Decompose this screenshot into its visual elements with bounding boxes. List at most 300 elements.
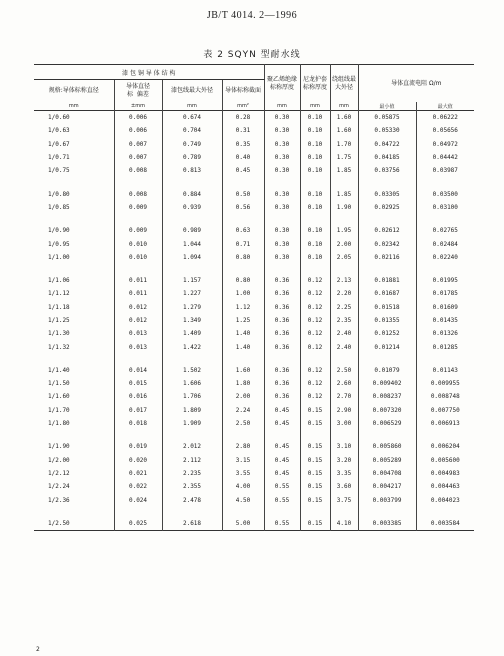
table-row bbox=[34, 517, 474, 531]
conductor-diameter-header: 导体直径 标 偏差 bbox=[114, 80, 162, 103]
nominal-label: 标 bbox=[127, 91, 134, 98]
table-cell: 2.35 bbox=[330, 314, 358, 327]
table-cell: 0.10 bbox=[300, 187, 330, 200]
unit-nylon-sheath: mm bbox=[300, 102, 330, 111]
table-cell: 0.12 bbox=[300, 340, 330, 353]
group-conductor-header: 漆 包 铜 导 体 结 构 bbox=[34, 65, 264, 80]
table-cell: 0.56 bbox=[222, 201, 264, 214]
table-cell: 0.15 bbox=[300, 467, 330, 480]
table-cell: 0.003385 bbox=[358, 517, 416, 531]
table-row bbox=[34, 377, 474, 390]
table-cell: 0.004217 bbox=[358, 480, 416, 493]
table-cell: 1.422 bbox=[162, 340, 222, 353]
table-cell: 0.02612 bbox=[358, 224, 416, 237]
table-cell: 0.30 bbox=[264, 187, 300, 200]
table-cell: 0.008237 bbox=[358, 390, 416, 403]
table-cell: 0.10 bbox=[300, 111, 330, 125]
table-cell: 0.12 bbox=[300, 314, 330, 327]
table-cell: 0.04722 bbox=[358, 138, 416, 151]
table-cell: 1.60 bbox=[330, 111, 358, 125]
table-cell: 1.75 bbox=[330, 151, 358, 164]
table-cell: 0.004023 bbox=[416, 493, 474, 506]
table-cell: 0.03305 bbox=[358, 187, 416, 200]
table-cell: 1.60 bbox=[330, 124, 358, 137]
table-cell: 2.355 bbox=[162, 480, 222, 493]
table-row bbox=[34, 251, 474, 264]
table-row bbox=[34, 274, 474, 287]
table-cell: 0.55 bbox=[264, 517, 300, 531]
table-cell: 0.01518 bbox=[358, 301, 416, 314]
table-cell: 0.789 bbox=[162, 151, 222, 164]
table-cell: 1/0.90 bbox=[48, 227, 70, 235]
table-row bbox=[34, 314, 474, 327]
table-cell: 0.939 bbox=[162, 201, 222, 214]
table-cell: 1.95 bbox=[330, 224, 358, 237]
table-cell: 2.00 bbox=[330, 237, 358, 250]
table-cell: 0.009402 bbox=[358, 377, 416, 390]
table-cell: 0.15 bbox=[300, 454, 330, 467]
table-cell: 0.04185 bbox=[358, 151, 416, 164]
table-cell: 0.004983 bbox=[416, 467, 474, 480]
table-row bbox=[34, 454, 474, 467]
table-cell: 0.02484 bbox=[416, 237, 474, 250]
table-cell: 1.90 bbox=[330, 201, 358, 214]
table-cell: 1/2.24 bbox=[48, 483, 70, 491]
table-cell: 1.044 bbox=[162, 237, 222, 250]
unit-pe-insulation: mm bbox=[264, 102, 300, 111]
tolerance-label: 偏差 bbox=[136, 91, 149, 98]
table-cell: 1/1.40 bbox=[48, 366, 70, 374]
table-cell: 0.884 bbox=[162, 187, 222, 200]
table-cell: 0.004708 bbox=[358, 467, 416, 480]
table-cell: 0.45 bbox=[264, 417, 300, 430]
table-cell: 0.005860 bbox=[358, 440, 416, 453]
table-cell: 1.85 bbox=[330, 164, 358, 177]
table-cell: 0.30 bbox=[264, 251, 300, 264]
table-cell: 1/2.36 bbox=[48, 496, 70, 504]
table-cell: 2.60 bbox=[330, 377, 358, 390]
resistance-header: 导体直流电阻 Ω/m bbox=[358, 65, 474, 103]
table-cell: 0.45 bbox=[264, 404, 300, 417]
table-cell: 1.60 bbox=[222, 364, 264, 377]
table-cell: 0.15 bbox=[300, 480, 330, 493]
table-body bbox=[34, 111, 474, 531]
table-row bbox=[34, 417, 474, 430]
table-row bbox=[34, 390, 474, 403]
table-cell: 0.10 bbox=[300, 138, 330, 151]
table-cell: 0.01687 bbox=[358, 287, 416, 300]
res-max-header: 最大值 bbox=[416, 102, 474, 111]
table-cell: 1/1.60 bbox=[48, 393, 70, 401]
table-cell: 1/1.12 bbox=[48, 290, 70, 298]
table-cell: 3.75 bbox=[330, 493, 358, 506]
table-cell: 0.02765 bbox=[416, 224, 474, 237]
table-cell: 0.15 bbox=[300, 493, 330, 506]
table-cell: 0.009 bbox=[114, 224, 162, 237]
table-cell: 0.55 bbox=[264, 480, 300, 493]
table-cell: 0.36 bbox=[264, 314, 300, 327]
table-cell: 0.007320 bbox=[358, 404, 416, 417]
table-cell: 0.80 bbox=[222, 274, 264, 287]
table-cell: 1.227 bbox=[162, 287, 222, 300]
enamel-outer-header: 漆包线最大外径 bbox=[162, 80, 222, 103]
table-cell: 0.022 bbox=[114, 480, 162, 493]
table-cell: 0.007 bbox=[114, 138, 162, 151]
table-cell: 5.00 bbox=[222, 517, 264, 531]
table-cell: 1/1.50 bbox=[48, 380, 70, 388]
table-cell: 0.03756 bbox=[358, 164, 416, 177]
table-cell: 1.00 bbox=[222, 287, 264, 300]
table-cell: 0.04442 bbox=[416, 151, 474, 164]
table-cell: 2.50 bbox=[222, 417, 264, 430]
table-cell: 0.018 bbox=[114, 417, 162, 430]
table-cell: 0.008748 bbox=[416, 390, 474, 403]
table-cell: 1/0.67 bbox=[48, 140, 70, 148]
table-cell: 2.235 bbox=[162, 467, 222, 480]
table-cell: 0.01214 bbox=[358, 340, 416, 353]
table-cell: 0.36 bbox=[264, 340, 300, 353]
table-cell: 0.006 bbox=[114, 124, 162, 137]
table-row bbox=[34, 287, 474, 300]
table-row bbox=[34, 340, 474, 353]
table-row bbox=[34, 138, 474, 151]
wire-spec-table bbox=[34, 64, 474, 531]
table-cell: 1/0.75 bbox=[48, 167, 70, 175]
table-cell: 1/1.25 bbox=[48, 317, 70, 324]
table-cell: 0.024 bbox=[114, 493, 162, 506]
table-cell: 0.03500 bbox=[416, 187, 474, 200]
table-row bbox=[34, 480, 474, 493]
table-cell: 2.20 bbox=[330, 287, 358, 300]
table-row bbox=[34, 151, 474, 164]
unit-conductor-diameter: ±mm bbox=[114, 102, 162, 111]
table-cell: 2.24 bbox=[222, 404, 264, 417]
table-cell: 0.008 bbox=[114, 164, 162, 177]
table-cell: 0.12 bbox=[300, 377, 330, 390]
table-cell: 0.02240 bbox=[416, 251, 474, 264]
table-cell: 2.112 bbox=[162, 454, 222, 467]
table-cell: 0.10 bbox=[300, 224, 330, 237]
table-cell: 2.40 bbox=[330, 340, 358, 353]
table-cell: 0.30 bbox=[264, 201, 300, 214]
table-cell: 1/0.85 bbox=[48, 203, 70, 211]
nylon-sheath-header: 尼龙护套标称厚度 bbox=[300, 65, 330, 103]
table-cell: 1/1.00 bbox=[48, 253, 70, 261]
table-cell: 0.004463 bbox=[416, 480, 474, 493]
unit-max-outer: mm bbox=[330, 102, 358, 111]
table-cell: 1/1.30 bbox=[48, 330, 70, 338]
table-row bbox=[34, 440, 474, 453]
table-cell: 1.40 bbox=[222, 340, 264, 353]
table-cell: 0.36 bbox=[264, 287, 300, 300]
table-cell: 0.011 bbox=[114, 287, 162, 300]
table-cell: 0.71 bbox=[222, 237, 264, 250]
table-cell: 0.45 bbox=[264, 467, 300, 480]
table-cell: 0.015 bbox=[114, 377, 162, 390]
table-cell: 0.15 bbox=[300, 517, 330, 531]
table-row bbox=[34, 187, 474, 200]
table-cell: 0.03987 bbox=[416, 164, 474, 177]
table-cell: 0.019 bbox=[114, 440, 162, 453]
table-row bbox=[34, 237, 474, 250]
table-cell: 0.007750 bbox=[416, 404, 474, 417]
table-row bbox=[34, 124, 474, 137]
table-cell: 0.01326 bbox=[416, 327, 474, 340]
table-cell: 0.003584 bbox=[416, 517, 474, 531]
table-cell: 1/2.00 bbox=[48, 456, 70, 464]
table-cell: 4.10 bbox=[330, 517, 358, 531]
table-cell: 0.05656 bbox=[416, 124, 474, 137]
table-cell: 0.04972 bbox=[416, 138, 474, 151]
table-cell: 0.12 bbox=[300, 390, 330, 403]
group-spacer bbox=[34, 354, 474, 364]
unit-enamel-outer: mm bbox=[162, 102, 222, 111]
table-row bbox=[34, 111, 474, 125]
table-cell: 2.618 bbox=[162, 517, 222, 531]
table-cell: 1.40 bbox=[222, 327, 264, 340]
table-cell: 0.010 bbox=[114, 237, 162, 250]
table-cell: 1/1.18 bbox=[48, 303, 70, 311]
table-cell: 0.01881 bbox=[358, 274, 416, 287]
table-cell: 0.12 bbox=[300, 301, 330, 314]
group-spacer bbox=[34, 214, 474, 224]
group-spacer bbox=[34, 507, 474, 517]
table-row bbox=[34, 224, 474, 237]
table-cell: 0.30 bbox=[264, 224, 300, 237]
table-cell: 0.15 bbox=[300, 440, 330, 453]
table-cell: 0.45 bbox=[222, 164, 264, 177]
table-cell: 0.05875 bbox=[358, 111, 416, 125]
table-cell: 0.704 bbox=[162, 124, 222, 137]
table-cell: 0.014 bbox=[114, 364, 162, 377]
table-cell: 0.008 bbox=[114, 187, 162, 200]
table-cell: 0.45 bbox=[264, 440, 300, 453]
table-cell: 0.021 bbox=[114, 467, 162, 480]
table-cell: 0.012 bbox=[114, 301, 162, 314]
unit-cross-section: mm² bbox=[222, 102, 264, 111]
table-cell: 0.30 bbox=[264, 124, 300, 137]
table-cell: 1.909 bbox=[162, 417, 222, 430]
table-cell: 0.005289 bbox=[358, 454, 416, 467]
table-cell: 0.02116 bbox=[358, 251, 416, 264]
table-cell: 0.36 bbox=[264, 327, 300, 340]
table-cell: 0.005600 bbox=[416, 454, 474, 467]
table-cell: 0.30 bbox=[264, 164, 300, 177]
res-min-header: 最小值 bbox=[358, 102, 416, 111]
table-cell: 0.05330 bbox=[358, 124, 416, 137]
table-cell: 0.01252 bbox=[358, 327, 416, 340]
table-cell: 0.15 bbox=[300, 404, 330, 417]
table-cell: 0.674 bbox=[162, 111, 222, 125]
table-cell: 1.12 bbox=[222, 301, 264, 314]
table-cell: 1/0.95 bbox=[48, 240, 70, 248]
unit-spec: mm bbox=[68, 103, 79, 109]
table-cell: 1.606 bbox=[162, 377, 222, 390]
table-cell: 2.012 bbox=[162, 440, 222, 453]
table-cell: 1.409 bbox=[162, 327, 222, 340]
table-cell: 0.10 bbox=[300, 237, 330, 250]
spec-header: 规格:导体标称直径 bbox=[48, 87, 99, 94]
table-cell: 2.40 bbox=[330, 327, 358, 340]
table-cell: 0.03100 bbox=[416, 201, 474, 214]
table-cell: 0.35 bbox=[222, 138, 264, 151]
table-cell: 2.05 bbox=[330, 251, 358, 264]
table-row bbox=[34, 404, 474, 417]
table-cell: 1/1.06 bbox=[48, 277, 70, 285]
table-cell: 0.01609 bbox=[416, 301, 474, 314]
table-cell: 0.30 bbox=[264, 237, 300, 250]
table-cell: 1/1.32 bbox=[48, 343, 70, 351]
table-cell: 1.706 bbox=[162, 390, 222, 403]
table-cell: 0.006 bbox=[114, 111, 162, 125]
table-cell: 1.80 bbox=[222, 377, 264, 390]
table-row bbox=[34, 301, 474, 314]
table-cell: 2.00 bbox=[222, 390, 264, 403]
table-cell: 0.01785 bbox=[416, 287, 474, 300]
table-cell: 1/0.80 bbox=[48, 190, 70, 198]
table-cell: 1.279 bbox=[162, 301, 222, 314]
table-cell: 1.094 bbox=[162, 251, 222, 264]
table-cell: 2.90 bbox=[330, 404, 358, 417]
table-cell: 1.157 bbox=[162, 274, 222, 287]
table-cell: 3.60 bbox=[330, 480, 358, 493]
table-cell: 0.30 bbox=[264, 151, 300, 164]
table-row bbox=[34, 364, 474, 377]
table-cell: 1.85 bbox=[330, 187, 358, 200]
table-cell: 0.010 bbox=[114, 251, 162, 264]
table-cell: 1.70 bbox=[330, 138, 358, 151]
table-cell: 0.06222 bbox=[416, 111, 474, 125]
table-cell: 1/1.70 bbox=[48, 406, 70, 414]
table-cell: 0.006204 bbox=[416, 440, 474, 453]
table-cell: 3.00 bbox=[330, 417, 358, 430]
table-cell: 0.009 bbox=[114, 201, 162, 214]
table-cell: 0.30 bbox=[264, 111, 300, 125]
table-cell: 0.007 bbox=[114, 151, 162, 164]
table-cell: 0.31 bbox=[222, 124, 264, 137]
table-row bbox=[34, 467, 474, 480]
table-cell: 0.016 bbox=[114, 390, 162, 403]
table-cell: 2.478 bbox=[162, 493, 222, 506]
table-cell: 0.12 bbox=[300, 287, 330, 300]
table-cell: 0.020 bbox=[114, 454, 162, 467]
group-spacer bbox=[34, 177, 474, 187]
table-cell: 0.40 bbox=[222, 151, 264, 164]
table-cell: 0.01995 bbox=[416, 274, 474, 287]
table-cell: 0.01355 bbox=[358, 314, 416, 327]
table-cell: 0.80 bbox=[222, 251, 264, 264]
table-cell: 0.003799 bbox=[358, 493, 416, 506]
pe-insulation-header: 聚乙烯绝缘标称厚度 bbox=[264, 65, 300, 103]
table-cell: 0.55 bbox=[264, 493, 300, 506]
table-cell: 0.10 bbox=[300, 164, 330, 177]
table-cell: 0.009955 bbox=[416, 377, 474, 390]
standard-number: JB/T 4014. 2—1996 bbox=[206, 10, 298, 21]
table-cell: 0.10 bbox=[300, 124, 330, 137]
table-cell: 0.10 bbox=[300, 201, 330, 214]
table-cell: 0.10 bbox=[300, 151, 330, 164]
table-cell: 1/1.80 bbox=[48, 420, 70, 428]
table-cell: 3.35 bbox=[330, 467, 358, 480]
table-cell: 0.36 bbox=[264, 274, 300, 287]
table-cell: 0.012 bbox=[114, 314, 162, 327]
table-cell: 0.006913 bbox=[416, 417, 474, 430]
cross-section-header: 导体标称截面 bbox=[222, 80, 264, 103]
max-outer-header: 绕组线最大外径 bbox=[330, 65, 358, 103]
table-cell: 1/0.71 bbox=[48, 154, 70, 162]
table-cell: 0.10 bbox=[300, 251, 330, 264]
group-spacer bbox=[34, 430, 474, 440]
page-number: 2 bbox=[36, 646, 40, 653]
table-row bbox=[34, 493, 474, 506]
table-cell: 0.01143 bbox=[416, 364, 474, 377]
table-cell: 0.013 bbox=[114, 340, 162, 353]
table-cell: 0.013 bbox=[114, 327, 162, 340]
table-cell: 0.017 bbox=[114, 404, 162, 417]
table-cell: 3.55 bbox=[222, 467, 264, 480]
table-cell: 0.36 bbox=[264, 301, 300, 314]
table-cell: 1/0.63 bbox=[48, 127, 70, 135]
table-cell: 0.011 bbox=[114, 274, 162, 287]
table-cell: 3.10 bbox=[330, 440, 358, 453]
table-cell: 0.36 bbox=[264, 364, 300, 377]
table-cell: 1.25 bbox=[222, 314, 264, 327]
table-cell: 1.809 bbox=[162, 404, 222, 417]
table-cell: 0.02925 bbox=[358, 201, 416, 214]
table-cell: 1/0.60 bbox=[48, 114, 70, 122]
table-cell: 3.15 bbox=[222, 454, 264, 467]
table-cell: 0.36 bbox=[264, 377, 300, 390]
table-cell: 0.12 bbox=[300, 274, 330, 287]
table-cell: 2.50 bbox=[330, 364, 358, 377]
table-cell: 2.80 bbox=[222, 440, 264, 453]
table-cell: 1.502 bbox=[162, 364, 222, 377]
table-cell: 1/2.50 bbox=[48, 519, 70, 527]
table-row bbox=[34, 164, 474, 177]
table-cell: 0.01285 bbox=[416, 340, 474, 353]
table-cell: 0.30 bbox=[264, 138, 300, 151]
table-cell: 0.02342 bbox=[358, 237, 416, 250]
table-cell: 0.01435 bbox=[416, 314, 474, 327]
table-cell: 4.50 bbox=[222, 493, 264, 506]
table-cell: 0.749 bbox=[162, 138, 222, 151]
table-cell: 0.989 bbox=[162, 224, 222, 237]
table-cell: 3.20 bbox=[330, 454, 358, 467]
table-cell: 1.349 bbox=[162, 314, 222, 327]
table-cell: 2.13 bbox=[330, 274, 358, 287]
table-cell: 0.15 bbox=[300, 417, 330, 430]
table-cell: 4.00 bbox=[222, 480, 264, 493]
table-cell: 0.12 bbox=[300, 364, 330, 377]
table-cell: 2.25 bbox=[330, 301, 358, 314]
table-cell: 0.006529 bbox=[358, 417, 416, 430]
table-cell: 0.01079 bbox=[358, 364, 416, 377]
table-cell: 0.12 bbox=[300, 327, 330, 340]
table-cell: 1/1.90 bbox=[48, 443, 70, 451]
table-cell: 0.50 bbox=[222, 187, 264, 200]
table-cell: 1/2.12 bbox=[48, 469, 70, 477]
table-cell: 0.28 bbox=[222, 111, 264, 125]
table-cell: 0.025 bbox=[114, 517, 162, 531]
table-cell: 0.813 bbox=[162, 164, 222, 177]
table-cell: 0.45 bbox=[264, 454, 300, 467]
table-cell: 0.63 bbox=[222, 224, 264, 237]
table-row bbox=[34, 327, 474, 340]
table-title: 表 2 SQYN 型耐水线 bbox=[203, 50, 301, 60]
table-row bbox=[34, 201, 474, 214]
table-cell: 2.70 bbox=[330, 390, 358, 403]
table-cell: 0.36 bbox=[264, 390, 300, 403]
